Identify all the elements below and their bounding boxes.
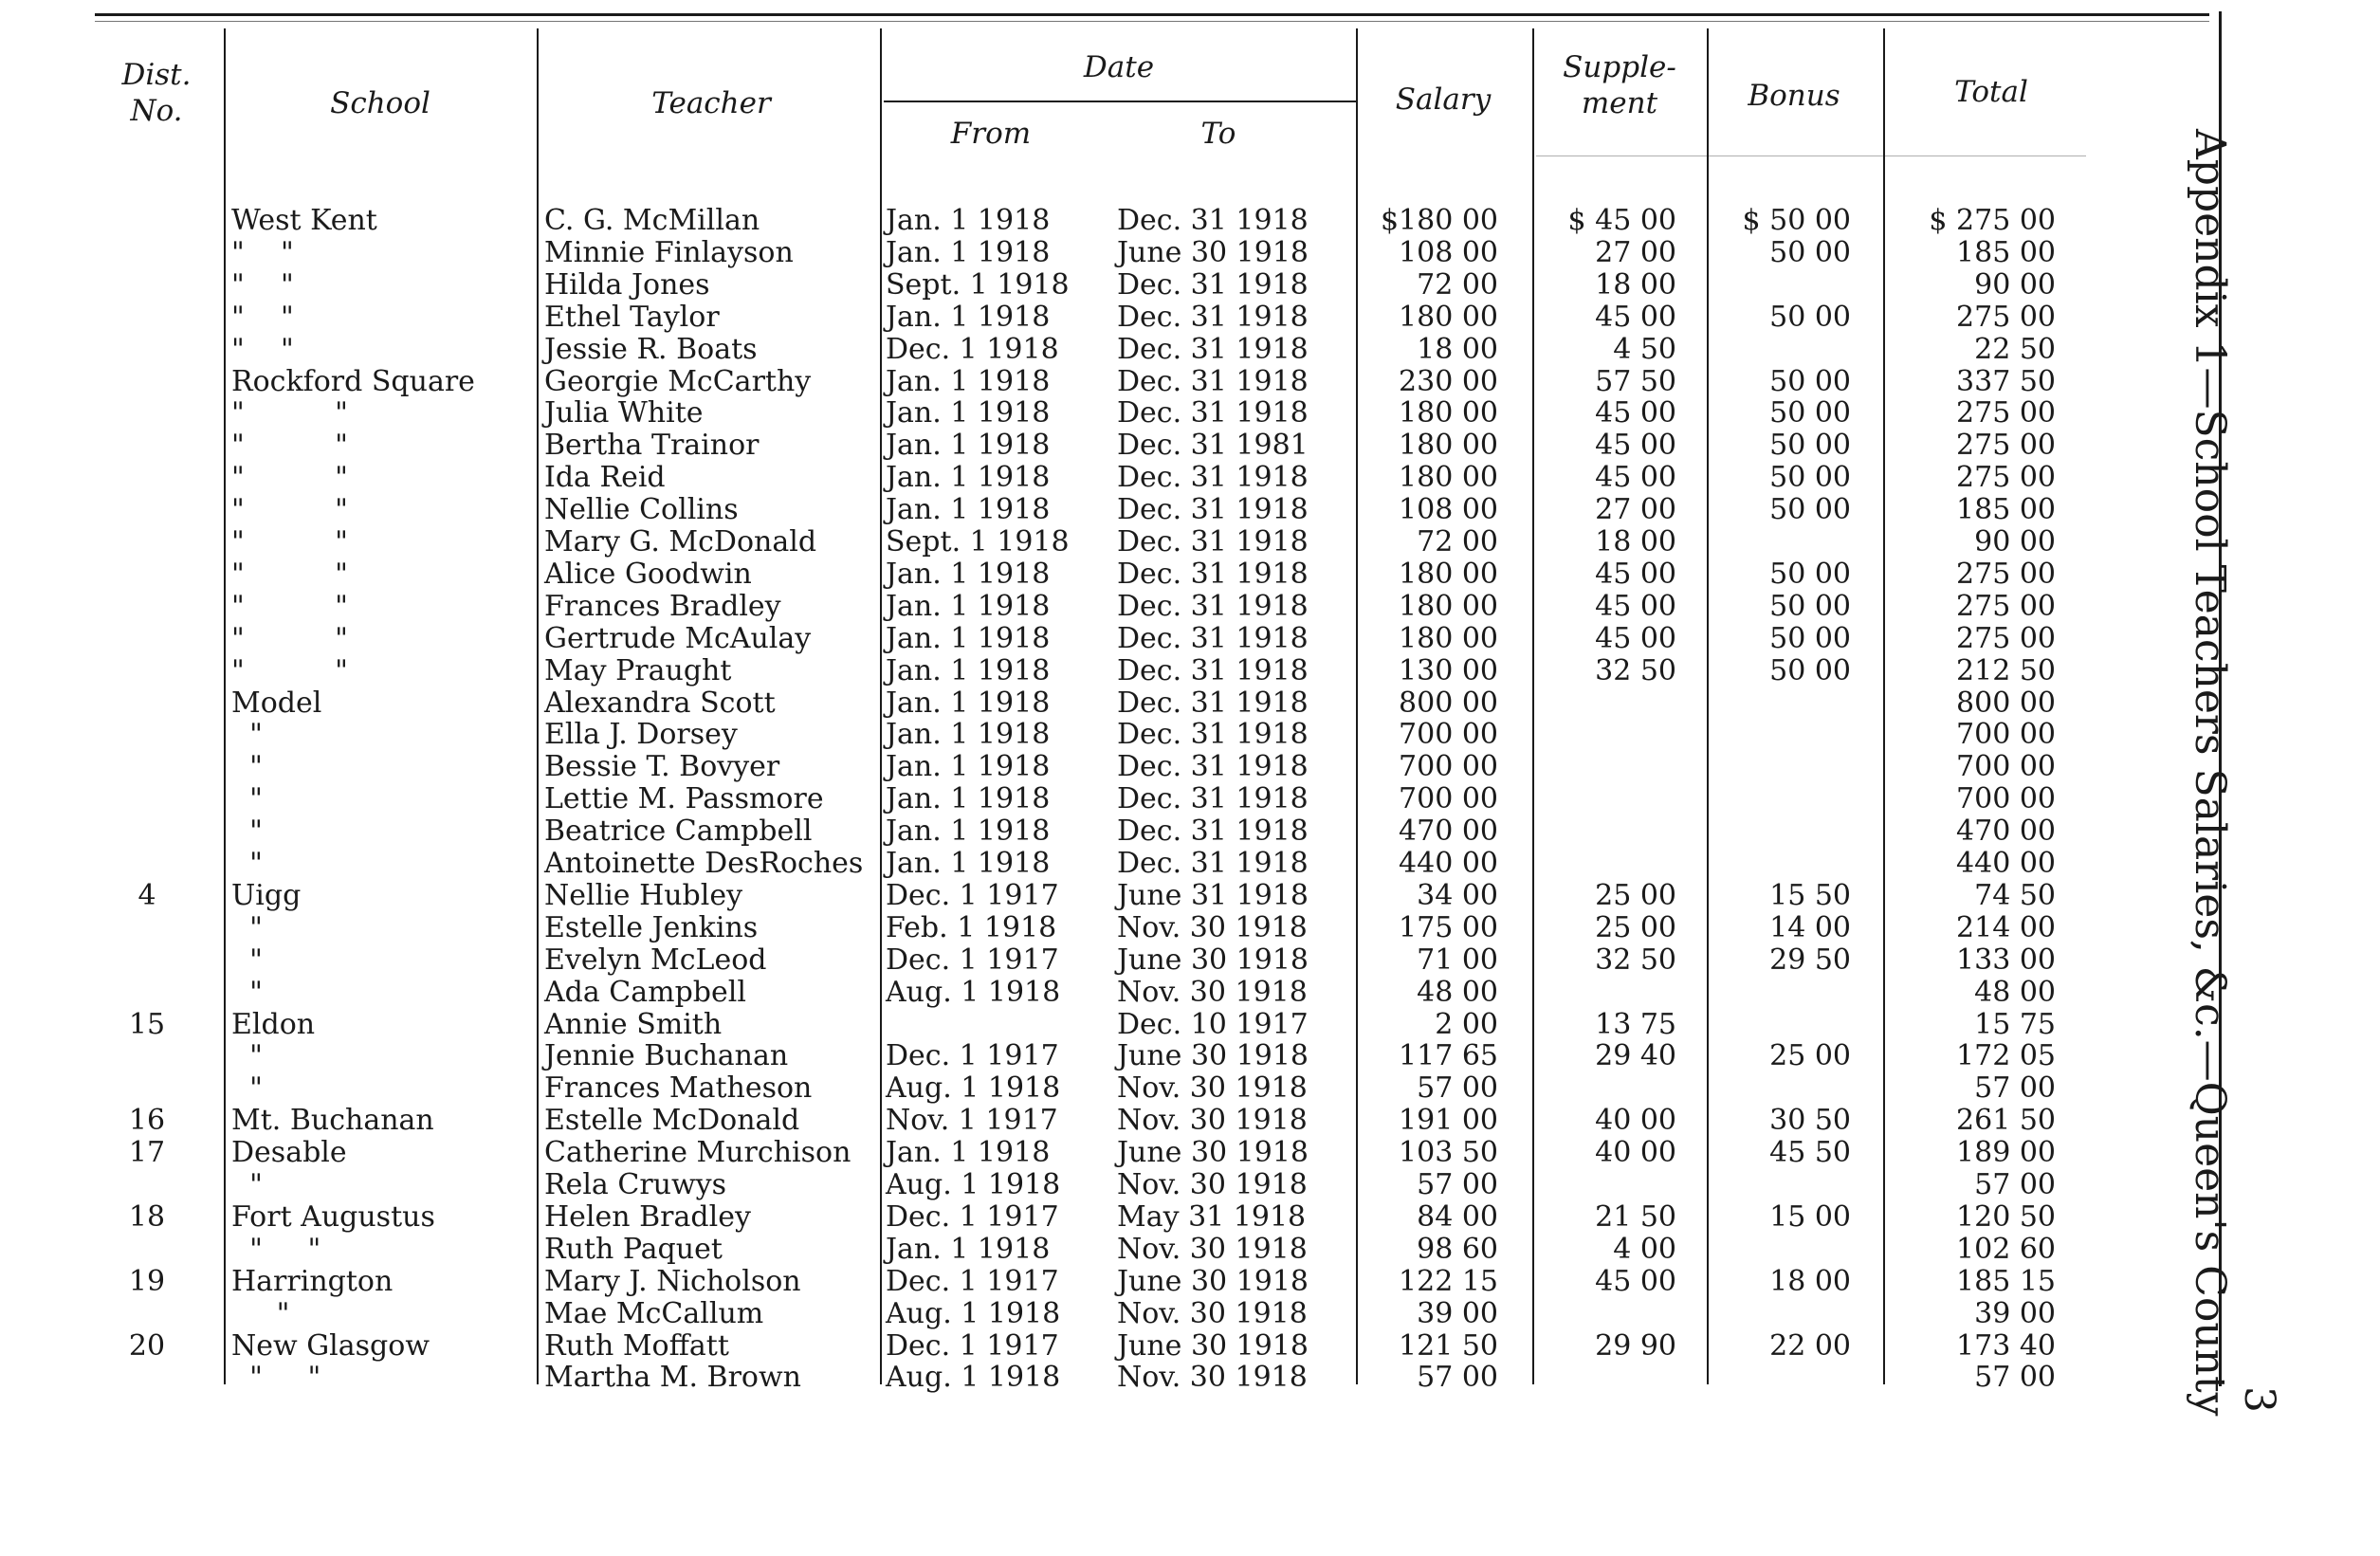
cell-total: 700 00 — [1956, 718, 2056, 752]
header-date: Date — [1083, 50, 1155, 84]
cell-date-from: Jan. 1 1918 — [886, 815, 1051, 849]
cell-date-from: Dec. 1 1917 — [886, 1328, 1059, 1363]
cell-school: " — [231, 1296, 290, 1330]
cell-date-to: June 30 1918 — [1117, 1264, 1309, 1298]
cell-salary: 117 65 — [1399, 1039, 1498, 1073]
header-from: From — [950, 117, 1032, 151]
cell-dist: 16 — [128, 1104, 166, 1138]
cell-date-to: Dec. 31 1918 — [1117, 332, 1309, 366]
cell-total: 275 00 — [1956, 300, 2056, 334]
cell-school: " — [231, 1039, 263, 1073]
cell-teacher: Nellie Collins — [544, 493, 739, 527]
cell-date-from: Dec. 1 1917 — [886, 1039, 1059, 1073]
cell-total: 172 05 — [1956, 1039, 2056, 1073]
cell-total: 39 00 — [1974, 1296, 2056, 1330]
cell-date-to: Dec. 31 1918 — [1117, 493, 1309, 527]
cell-salary: 103 50 — [1399, 1136, 1498, 1170]
cell-date-to: Nov. 30 1918 — [1117, 975, 1308, 1009]
cell-teacher: Alexandra Scott — [544, 686, 776, 720]
cell-salary: 191 00 — [1399, 1104, 1498, 1138]
cell-school: " " — [231, 653, 348, 687]
cell-supplement: 13 75 — [1595, 1007, 1676, 1041]
cell-supplement: 4 00 — [1613, 1232, 1676, 1266]
cell-salary: 180 00 — [1399, 589, 1498, 623]
cell-date-from: Jan. 1 1918 — [886, 461, 1051, 495]
cell-bonus: 15 50 — [1769, 878, 1851, 912]
cell-supplement: 29 90 — [1595, 1328, 1676, 1363]
header-salary: Salary — [1395, 82, 1492, 117]
header-school: School — [330, 86, 430, 120]
cell-supplement: 40 00 — [1595, 1104, 1676, 1138]
cell-date-from: Jan. 1 1918 — [886, 300, 1051, 334]
cell-teacher: Alice Goodwin — [544, 557, 752, 591]
cell-salary: 180 00 — [1399, 557, 1498, 591]
cell-date-from: Jan. 1 1918 — [886, 396, 1051, 430]
cell-salary: 180 00 — [1399, 300, 1498, 334]
cell-dist: 4 — [137, 878, 156, 912]
cell-supplement: 40 00 — [1595, 1136, 1676, 1170]
cell-date-from: Jan. 1 1918 — [886, 204, 1051, 237]
cell-date-from: Jan. 1 1918 — [886, 1232, 1051, 1266]
cell-date-from: Jan. 1 1918 — [886, 589, 1051, 623]
cell-school: " " — [231, 557, 348, 591]
cell-date-from: Jan. 1 1918 — [886, 750, 1051, 784]
cell-date-to: Dec. 31 1918 — [1117, 750, 1309, 784]
cell-dist: 17 — [128, 1136, 166, 1170]
cell-total: 185 00 — [1956, 235, 2056, 269]
cell-supplement: 45 00 — [1595, 557, 1676, 591]
cell-supplement: 18 00 — [1595, 267, 1676, 302]
header-bonus: Bonus — [1748, 79, 1840, 113]
cell-supplement: 45 00 — [1595, 1264, 1676, 1298]
cell-total: 800 00 — [1956, 686, 2056, 720]
cell-date-from: Jan. 1 1918 — [886, 1136, 1051, 1170]
cell-date-to: Dec. 31 1918 — [1117, 589, 1309, 623]
cell-school: Eldon — [231, 1007, 316, 1041]
cell-date-to: Nov. 30 1918 — [1117, 1168, 1308, 1201]
cell-date-from: Jan. 1 1918 — [886, 686, 1051, 720]
cell-salary: 180 00 — [1399, 461, 1498, 495]
cell-teacher: Ethel Taylor — [544, 300, 720, 334]
cell-date-to: Dec. 10 1917 — [1117, 1007, 1309, 1041]
cell-teacher: May Praught — [544, 653, 732, 687]
cell-total: 15 75 — [1974, 1007, 2056, 1041]
cell-date-to: June 30 1918 — [1117, 1039, 1309, 1073]
header-dist: Dist. No. — [121, 58, 192, 128]
cell-salary: 180 00 — [1399, 429, 1498, 463]
col-rule-school — [224, 28, 226, 1384]
cell-teacher: Hilda Jones — [544, 267, 710, 302]
cell-bonus: 50 00 — [1769, 396, 1851, 430]
cell-date-from: Jan. 1 1918 — [886, 364, 1051, 398]
cell-teacher: Mary G. McDonald — [544, 525, 817, 558]
cell-date-from: Jan. 1 1918 — [886, 782, 1051, 816]
cell-teacher: Bertha Trainor — [544, 429, 760, 463]
cell-salary: 130 00 — [1399, 653, 1498, 687]
cell-school: Mt. Buchanan — [231, 1104, 434, 1138]
cell-supplement: 45 00 — [1595, 461, 1676, 495]
cell-date-from: Dec. 1 1918 — [886, 332, 1059, 366]
cell-school: " — [231, 815, 263, 849]
cell-date-from: Aug. 1 1918 — [886, 1168, 1061, 1201]
cell-total: 48 00 — [1974, 975, 2056, 1009]
cell-salary: 34 00 — [1417, 878, 1498, 912]
top-rule-thin — [95, 21, 2209, 22]
cell-school: " " — [231, 525, 348, 558]
date-underline — [884, 101, 1356, 102]
cell-date-from: Sept. 1 1918 — [886, 267, 1070, 302]
cell-school: " — [231, 1071, 263, 1106]
cell-bonus: 25 00 — [1769, 1039, 1851, 1073]
cell-supplement: 4 50 — [1613, 332, 1676, 366]
cell-total: 57 00 — [1974, 1071, 2056, 1106]
header-supplement: Supple- ment — [1563, 50, 1676, 120]
cell-school: Uigg — [231, 878, 302, 912]
cell-supplement: 27 00 — [1595, 493, 1676, 527]
cell-bonus: 50 00 — [1769, 493, 1851, 527]
cell-school: Model — [231, 686, 322, 720]
cell-date-to: Nov. 30 1918 — [1117, 1361, 1308, 1395]
cell-total: 440 00 — [1956, 847, 2056, 880]
cell-total: 470 00 — [1956, 815, 2056, 849]
cell-total: 189 00 — [1956, 1136, 2056, 1170]
cell-teacher: Nellie Hubley — [544, 878, 743, 912]
cell-salary: 700 00 — [1399, 718, 1498, 752]
cell-school: Rockford Square — [231, 364, 475, 398]
cell-school: " " — [231, 396, 348, 430]
cell-salary: 57 00 — [1417, 1071, 1498, 1106]
cell-school: " — [231, 975, 263, 1009]
cell-salary: 48 00 — [1417, 975, 1498, 1009]
cell-teacher: C. G. McMillan — [544, 204, 760, 237]
cell-school: " — [231, 847, 263, 880]
cell-total: 275 00 — [1956, 589, 2056, 623]
cell-bonus: 50 00 — [1769, 235, 1851, 269]
cell-school: " " — [231, 300, 294, 334]
cell-supplement: 27 00 — [1595, 235, 1676, 269]
cell-date-to: June 30 1918 — [1117, 235, 1309, 269]
cell-supplement: 45 00 — [1595, 621, 1676, 655]
cell-supplement: $ 45 00 — [1567, 204, 1676, 237]
cell-supplement: 45 00 — [1595, 300, 1676, 334]
cell-dist: 15 — [128, 1007, 166, 1041]
cell-teacher: Georgie McCarthy — [544, 364, 812, 398]
cell-salary: 122 15 — [1399, 1264, 1498, 1298]
cell-date-from: Aug. 1 1918 — [886, 1296, 1061, 1330]
cell-salary: 700 00 — [1399, 782, 1498, 816]
cell-salary: 800 00 — [1399, 686, 1498, 720]
cell-teacher: Julia White — [544, 396, 704, 430]
cell-date-from: Jan. 1 1918 — [886, 847, 1051, 880]
cell-salary: 39 00 — [1417, 1296, 1498, 1330]
cell-teacher: Rela Cruwys — [544, 1168, 726, 1201]
cell-supplement: 32 50 — [1595, 943, 1676, 977]
cell-dist: 19 — [128, 1264, 166, 1298]
cell-dist: 18 — [128, 1199, 166, 1234]
cell-total: 275 00 — [1956, 396, 2056, 430]
cell-salary: 57 00 — [1417, 1168, 1498, 1201]
cell-school: " " — [231, 332, 294, 366]
cell-total: 212 50 — [1956, 653, 2056, 687]
page-number: 3 — [2235, 1386, 2283, 1413]
cell-teacher: Ada Campbell — [544, 975, 746, 1009]
header-teacher: Teacher — [651, 86, 771, 120]
cell-bonus: 50 00 — [1769, 461, 1851, 495]
cell-school: " " — [231, 1361, 321, 1395]
cell-total: 337 50 — [1956, 364, 2056, 398]
cell-date-from: Nov. 1 1917 — [886, 1104, 1058, 1138]
cell-total: 74 50 — [1974, 878, 2056, 912]
cell-bonus: 18 00 — [1769, 1264, 1851, 1298]
cell-total: 700 00 — [1956, 782, 2056, 816]
cell-date-to: Nov. 30 1918 — [1117, 1104, 1308, 1138]
cell-bonus: 22 00 — [1769, 1328, 1851, 1363]
cell-date-to: Dec. 31 1981 — [1117, 429, 1309, 463]
cell-total: 173 40 — [1956, 1328, 2056, 1363]
cell-date-from: Feb. 1 1918 — [886, 910, 1057, 944]
cell-total: 57 00 — [1974, 1168, 2056, 1201]
cell-teacher: Beatrice Campbell — [544, 815, 813, 849]
cell-total: 133 00 — [1956, 943, 2056, 977]
cell-date-from: Dec. 1 1917 — [886, 1264, 1059, 1298]
cell-school: " — [231, 910, 263, 944]
cell-bonus: 30 50 — [1769, 1104, 1851, 1138]
cell-date-from: Dec. 1 1917 — [886, 943, 1059, 977]
cell-salary: 98 60 — [1417, 1232, 1498, 1266]
appendix-title: Appendix 1—School Teachers Salaries, &c.—Queen's County — [2186, 129, 2234, 1417]
cell-teacher: Minnie Finlayson — [544, 235, 794, 269]
cell-teacher: Ruth Moffatt — [544, 1328, 729, 1363]
col-rule-teacher — [537, 28, 539, 1384]
cell-supplement: 25 00 — [1595, 878, 1676, 912]
cell-teacher: Frances Bradley — [544, 589, 781, 623]
cell-teacher: Estelle Jenkins — [544, 910, 759, 944]
cell-school: Desable — [231, 1136, 347, 1170]
cell-date-to: June 30 1918 — [1117, 1136, 1309, 1170]
cell-salary: 84 00 — [1417, 1199, 1498, 1234]
cell-bonus: 50 00 — [1769, 621, 1851, 655]
cell-teacher: Bessie T. Bovyer — [544, 750, 780, 784]
cell-total: 90 00 — [1974, 525, 2056, 558]
cell-school: " " — [231, 235, 294, 269]
cell-salary: 175 00 — [1399, 910, 1498, 944]
cell-salary: $180 00 — [1380, 204, 1498, 237]
cell-total: 185 15 — [1956, 1264, 2056, 1298]
cell-total: 275 00 — [1956, 461, 2056, 495]
cell-date-to: Dec. 31 1918 — [1117, 653, 1309, 687]
cell-salary: 108 00 — [1399, 235, 1498, 269]
cell-date-to: Dec. 31 1918 — [1117, 364, 1309, 398]
cell-salary: 180 00 — [1399, 396, 1498, 430]
cell-date-from: Dec. 1 1917 — [886, 1199, 1059, 1234]
cell-date-from: Sept. 1 1918 — [886, 525, 1070, 558]
cell-bonus: 45 50 — [1769, 1136, 1851, 1170]
cell-salary: 230 00 — [1399, 364, 1498, 398]
cell-date-to: Nov. 30 1918 — [1117, 1232, 1308, 1266]
cell-bonus: 29 50 — [1769, 943, 1851, 977]
cell-salary: 180 00 — [1399, 621, 1498, 655]
cell-salary: 108 00 — [1399, 493, 1498, 527]
cell-date-to: June 30 1918 — [1117, 943, 1309, 977]
cell-salary: 2 00 — [1435, 1007, 1498, 1041]
cell-date-to: Dec. 31 1918 — [1117, 204, 1309, 237]
cell-salary: 71 00 — [1417, 943, 1498, 977]
cell-date-from: Jan. 1 1918 — [886, 429, 1051, 463]
cell-school: New Glasgow — [231, 1328, 430, 1363]
cell-date-to: Dec. 31 1918 — [1117, 396, 1309, 430]
cell-school: " — [231, 718, 263, 752]
cell-date-to: Dec. 31 1918 — [1117, 847, 1309, 880]
cell-school: " — [231, 1168, 263, 1201]
cell-dist: 20 — [128, 1328, 166, 1363]
cell-date-to: May 31 1918 — [1117, 1199, 1307, 1234]
cell-date-to: Dec. 31 1918 — [1117, 267, 1309, 302]
cell-total: 700 00 — [1956, 750, 2056, 784]
cell-date-to: Nov. 30 1918 — [1117, 910, 1308, 944]
cell-school: " — [231, 943, 263, 977]
cell-bonus: 50 00 — [1769, 364, 1851, 398]
cell-date-from: Dec. 1 1917 — [886, 878, 1059, 912]
cell-school: Harrington — [231, 1264, 394, 1298]
cell-school: Fort Augustus — [231, 1199, 435, 1234]
cell-bonus: 50 00 — [1769, 557, 1851, 591]
cell-teacher: Annie Smith — [544, 1007, 723, 1041]
cell-salary: 18 00 — [1417, 332, 1498, 366]
cell-bonus: 50 00 — [1769, 653, 1851, 687]
cell-teacher: Mary J. Nicholson — [544, 1264, 801, 1298]
cell-date-from: Jan. 1 1918 — [886, 557, 1051, 591]
cell-total: 185 00 — [1956, 493, 2056, 527]
cell-teacher: Ruth Paquet — [544, 1232, 723, 1266]
cell-total: 275 00 — [1956, 621, 2056, 655]
cell-date-from: Jan. 1 1918 — [886, 621, 1051, 655]
cell-date-to: June 30 1918 — [1117, 1328, 1309, 1363]
cell-teacher: Evelyn McLeod — [544, 943, 767, 977]
cell-supplement: 45 00 — [1595, 429, 1676, 463]
cell-bonus: 50 00 — [1769, 300, 1851, 334]
cell-teacher: Mae McCallum — [544, 1296, 764, 1330]
cell-bonus: 15 00 — [1769, 1199, 1851, 1234]
cell-bonus: $ 50 00 — [1742, 204, 1851, 237]
cell-date-to: Nov. 30 1918 — [1117, 1296, 1308, 1330]
cell-school: West Kent — [231, 204, 377, 237]
cell-school: " " — [231, 267, 294, 302]
cell-date-to: June 31 1918 — [1117, 878, 1309, 912]
cell-total: 102 60 — [1956, 1232, 2056, 1266]
cell-teacher: Frances Matheson — [544, 1071, 813, 1106]
cell-date-to: Dec. 31 1918 — [1117, 557, 1309, 591]
cell-total: 22 50 — [1974, 332, 2056, 366]
cell-total: 214 00 — [1956, 910, 2056, 944]
cell-teacher: Jennie Buchanan — [544, 1039, 789, 1073]
cell-school: " " — [231, 429, 348, 463]
cell-supplement: 21 50 — [1595, 1199, 1676, 1234]
cell-total: 57 00 — [1974, 1361, 2056, 1395]
cell-bonus: 14 00 — [1769, 910, 1851, 944]
cell-salary: 72 00 — [1417, 267, 1498, 302]
cell-date-from: Aug. 1 1918 — [886, 975, 1061, 1009]
cell-total: 120 50 — [1956, 1199, 2056, 1234]
cell-date-to: Dec. 31 1918 — [1117, 718, 1309, 752]
cell-total: 275 00 — [1956, 429, 2056, 463]
cell-school: " " — [231, 621, 348, 655]
cell-total: 90 00 — [1974, 267, 2056, 302]
cell-total: $ 275 00 — [1929, 204, 2056, 237]
cell-supplement: 57 50 — [1595, 364, 1676, 398]
cell-salary: 72 00 — [1417, 525, 1498, 558]
cell-date-to: Dec. 31 1918 — [1117, 815, 1309, 849]
cell-total: 261 50 — [1956, 1104, 2056, 1138]
cell-supplement: 18 00 — [1595, 525, 1676, 558]
cell-school: " — [231, 782, 263, 816]
cell-date-from: Jan. 1 1918 — [886, 235, 1051, 269]
cell-teacher: Catherine Murchison — [544, 1136, 851, 1170]
cell-date-from: Jan. 1 1918 — [886, 653, 1051, 687]
cell-salary: 57 00 — [1417, 1361, 1498, 1395]
cell-date-to: Dec. 31 1918 — [1117, 525, 1309, 558]
top-rule — [95, 13, 2209, 16]
cell-date-from: Jan. 1 1918 — [886, 493, 1051, 527]
cell-school: " " — [231, 461, 348, 495]
col-rule-date — [880, 28, 882, 1384]
cell-salary: 121 50 — [1399, 1328, 1498, 1363]
cell-salary: 700 00 — [1399, 750, 1498, 784]
cell-supplement: 25 00 — [1595, 910, 1676, 944]
cell-teacher: Estelle McDonald — [544, 1104, 800, 1138]
cell-salary: 440 00 — [1399, 847, 1498, 880]
cell-school: " " — [231, 1232, 321, 1266]
cell-date-to: Dec. 31 1918 — [1117, 621, 1309, 655]
cell-date-from: Aug. 1 1918 — [886, 1361, 1061, 1395]
cell-date-from: Aug. 1 1918 — [886, 1071, 1061, 1106]
cell-supplement: 45 00 — [1595, 589, 1676, 623]
cell-bonus: 50 00 — [1769, 589, 1851, 623]
cell-teacher: Jessie R. Boats — [544, 332, 758, 366]
header-total: Total — [1954, 75, 2028, 109]
cell-date-to: Nov. 30 1918 — [1117, 1071, 1308, 1106]
cell-teacher: Gertrude McAulay — [544, 621, 812, 655]
cell-total: 275 00 — [1956, 557, 2056, 591]
cell-supplement: 45 00 — [1595, 396, 1676, 430]
cell-teacher: Martha M. Brown — [544, 1361, 801, 1395]
cell-teacher: Lettie M. Passmore — [544, 782, 824, 816]
cell-teacher: Ida Reid — [544, 461, 666, 495]
cell-date-to: Dec. 31 1918 — [1117, 300, 1309, 334]
cell-school: " " — [231, 589, 348, 623]
cell-supplement: 29 40 — [1595, 1039, 1676, 1073]
cell-date-from: Jan. 1 1918 — [886, 718, 1051, 752]
cell-school: " " — [231, 493, 348, 527]
cell-school: " — [231, 750, 263, 784]
cell-date-to: Dec. 31 1918 — [1117, 461, 1309, 495]
cell-supplement: 32 50 — [1595, 653, 1676, 687]
cell-teacher: Antoinette DesRoches — [544, 847, 864, 880]
cell-teacher: Ella J. Dorsey — [544, 718, 738, 752]
cell-date-to: Dec. 31 1918 — [1117, 782, 1309, 816]
cell-teacher: Helen Bradley — [544, 1199, 751, 1234]
cell-salary: 470 00 — [1399, 815, 1498, 849]
header-to: To — [1200, 117, 1236, 151]
cell-date-to: Dec. 31 1918 — [1117, 686, 1309, 720]
cell-bonus: 50 00 — [1769, 429, 1851, 463]
